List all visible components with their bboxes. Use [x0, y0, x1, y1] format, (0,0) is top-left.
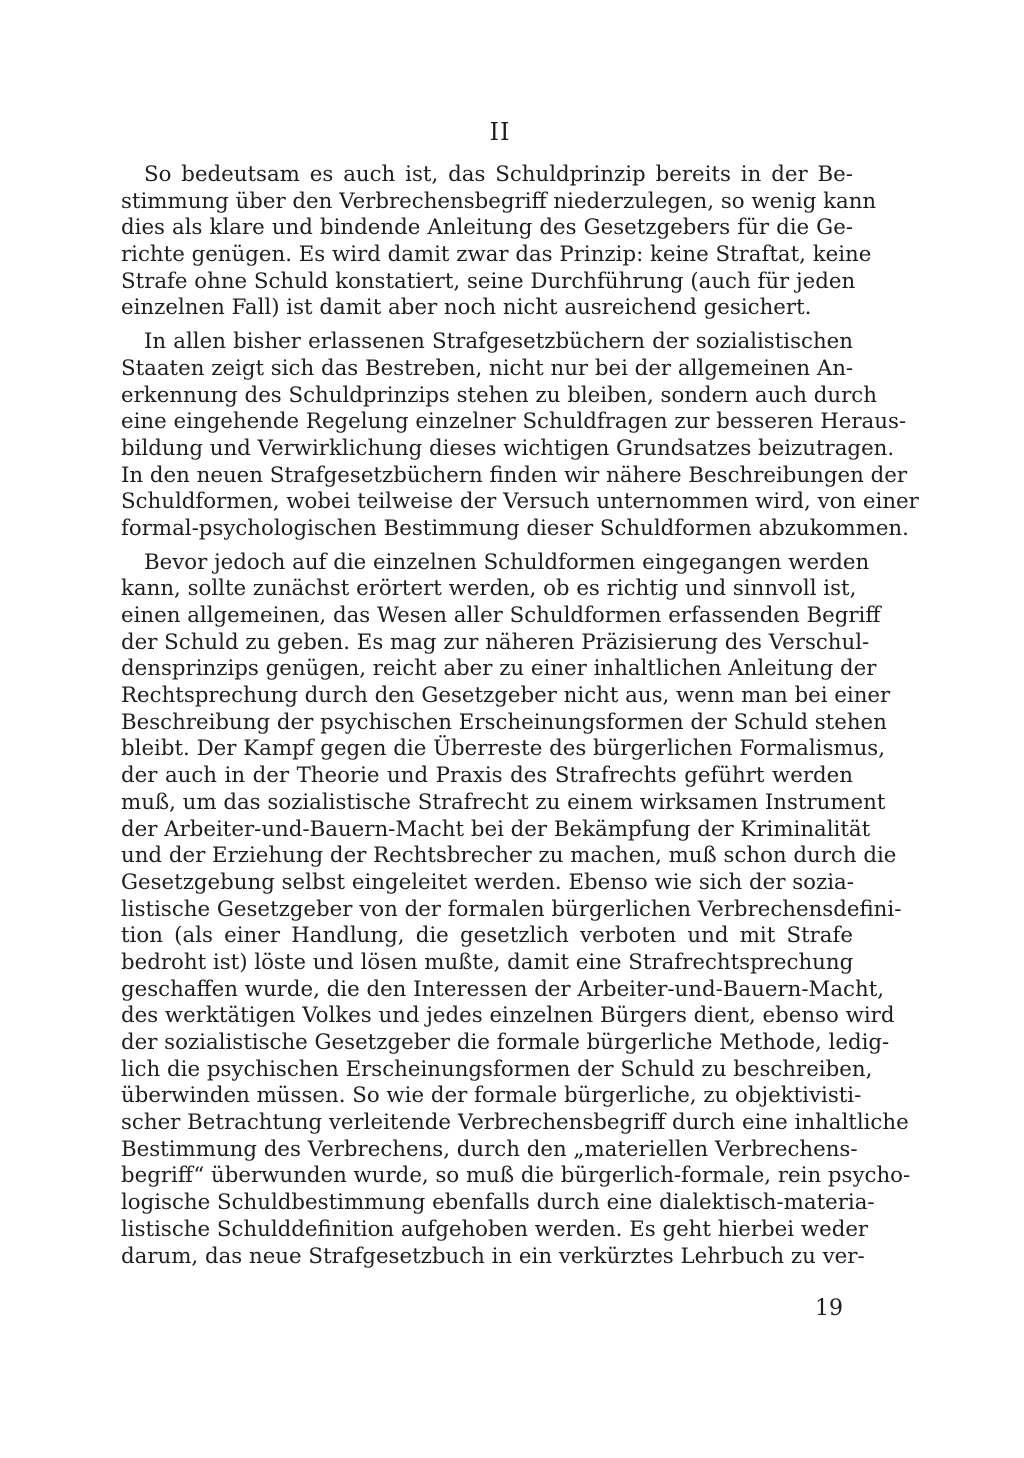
text-line: Rechtsprechung durch den Gesetzgeber nicht aus, wenn man bei einer	[121, 683, 891, 709]
paragraph	[121, 162, 877, 322]
text-line: darum, das neue Strafgesetzbuch in ein verkürztes Lehrbuch zu ver-	[121, 1243, 865, 1269]
text-line: Bevor jedoch auf die einzelnen Schuldformen eingegangen werden	[144, 549, 870, 575]
text-line: Schuldformen, wobei teilweise der Versuch unternommen wird, von einer	[121, 489, 919, 515]
text-line: Bestimmung des Verbrechens, durch den „materiellen Verbrechens-	[121, 1136, 858, 1162]
text-line: der sozialistische Gesetzgeber die formale bürgerliche Methode, ledig-	[121, 1030, 890, 1055]
text-line: und der Erziehung der Rechtsbrecher zu machen, muß schon durch die	[121, 843, 897, 869]
text-line: lich die psychischen Erscheinungsformen der Schuld zu beschreiben,	[121, 1056, 873, 1082]
text-line: bedroht ist) löste und lösen mußte, damit eine Strafrechtsprechung	[121, 949, 854, 975]
text-line: überwinden müssen. So wie der formale bürgerliche, zu objektivisti-	[121, 1083, 862, 1109]
body-text	[121, 162, 919, 1270]
text-line: logische Schuldbestimmung ebenfalls durch eine dialektisch-materia-	[121, 1190, 875, 1216]
paragraph-gap	[121, 322, 853, 329]
page-number: 19	[815, 1296, 843, 1321]
text-line: einen allgemeinen, das Wesen aller Schuldformen erfassenden Begriff	[121, 603, 881, 628]
section-heading: II	[489, 118, 511, 146]
text-line: listische Schulddefinition aufgehoben werden. Es geht hierbei weder	[121, 1216, 869, 1242]
text-line: Beschreibung der psychischen Erscheinungsformen der Schuld stehen	[121, 709, 887, 735]
paragraph	[121, 549, 911, 1271]
text-line: der Arbeiter-und-Bauern-Macht bei der Bekämpfung der Kriminalität	[121, 816, 871, 842]
paragraph-gap	[121, 543, 853, 550]
text-line: richte genügen. Es wird damit zwar das Prinzip: keine Straftat, keine	[121, 242, 872, 268]
text-line: eine eingehende Regelung einzelner Schuldfragen zur besseren Heraus-	[121, 409, 907, 435]
text-line: In allen bisher erlassenen Strafgesetzbüchern der sozialistischen	[144, 329, 853, 355]
text-line: tion (als einer Handlung, die gesetzlich verboten und mit Strafe	[121, 923, 853, 949]
text-line: In den neuen Strafgesetzbüchern finden wir nähere Beschreibungen der	[121, 462, 908, 488]
text-line: dies als klare und bindende Anleitung des Gesetzgebers für die Ge-	[121, 215, 853, 241]
text-line: listische Gesetzgeber von der formalen bürgerlichen Verbrechensdefini-	[121, 896, 902, 922]
text-line: der auch in der Theorie und Praxis des Strafrechts geführt werden	[121, 763, 853, 789]
text-line: einzelnen Fall) ist damit aber noch nicht ausreichend gesichert.	[121, 295, 812, 321]
text-line: bleibt. Der Kampf gegen die Überreste des bürgerlichen Formalismus,	[121, 736, 885, 762]
text-line: geschaffen wurde, die den Interessen der Arbeiter-und-Bauern-Macht,	[121, 976, 885, 1002]
text-line: der Schuld zu geben. Es mag zur näheren Präzisierung des Verschul-	[121, 629, 870, 655]
paragraph	[121, 329, 919, 543]
text-line: Strafe ohne Schuld konstatiert, seine Durchführung (auch für jeden	[121, 268, 856, 294]
text-line: erkennung des Schuldprinzips stehen zu bleiben, sondern auch durch	[121, 382, 877, 408]
text-line: muß, um das sozialistische Strafrecht zu einem wirksamen Instrument	[121, 789, 886, 815]
text-line: bildung und Verwirklichung dieses wichtigen Grundsatzes beizutragen.	[121, 435, 895, 461]
text-line: des werktätigen Volkes und jedes einzelnen Bürgers dient, ebenso wird	[121, 1003, 895, 1029]
text-line: densprinzips genügen, reicht aber zu einer inhaltlichen Anleitung der	[121, 656, 877, 682]
text-line: begriff“ überwunden wurde, so muß die bürgerlich-formale, rein psycho-	[121, 1163, 911, 1189]
text-line: formal-psychologischen Bestimmung dieser Schuldformen abzukommen.	[121, 515, 909, 541]
text-line: Gesetzgebung selbst eingeleitet werden. Ebenso wie sich der sozia-	[121, 869, 854, 895]
text-line: So bedeutsam es auch ist, das Schuldprinzip bereits in der Be-	[144, 162, 853, 187]
text-line: kann, sollte zunächst erörtert werden, ob es richtig und sinnvoll ist,	[121, 576, 857, 602]
text-line: Staaten zeigt sich das Bestreben, nicht nur bei der allgemeinen An-	[121, 355, 854, 381]
text-line: stimmung über den Verbrechensbegriff niederzulegen, so wenig kann	[121, 188, 877, 214]
text-line: scher Betrachtung verleitende Verbrechensbegriff durch eine inhaltliche	[121, 1110, 909, 1136]
